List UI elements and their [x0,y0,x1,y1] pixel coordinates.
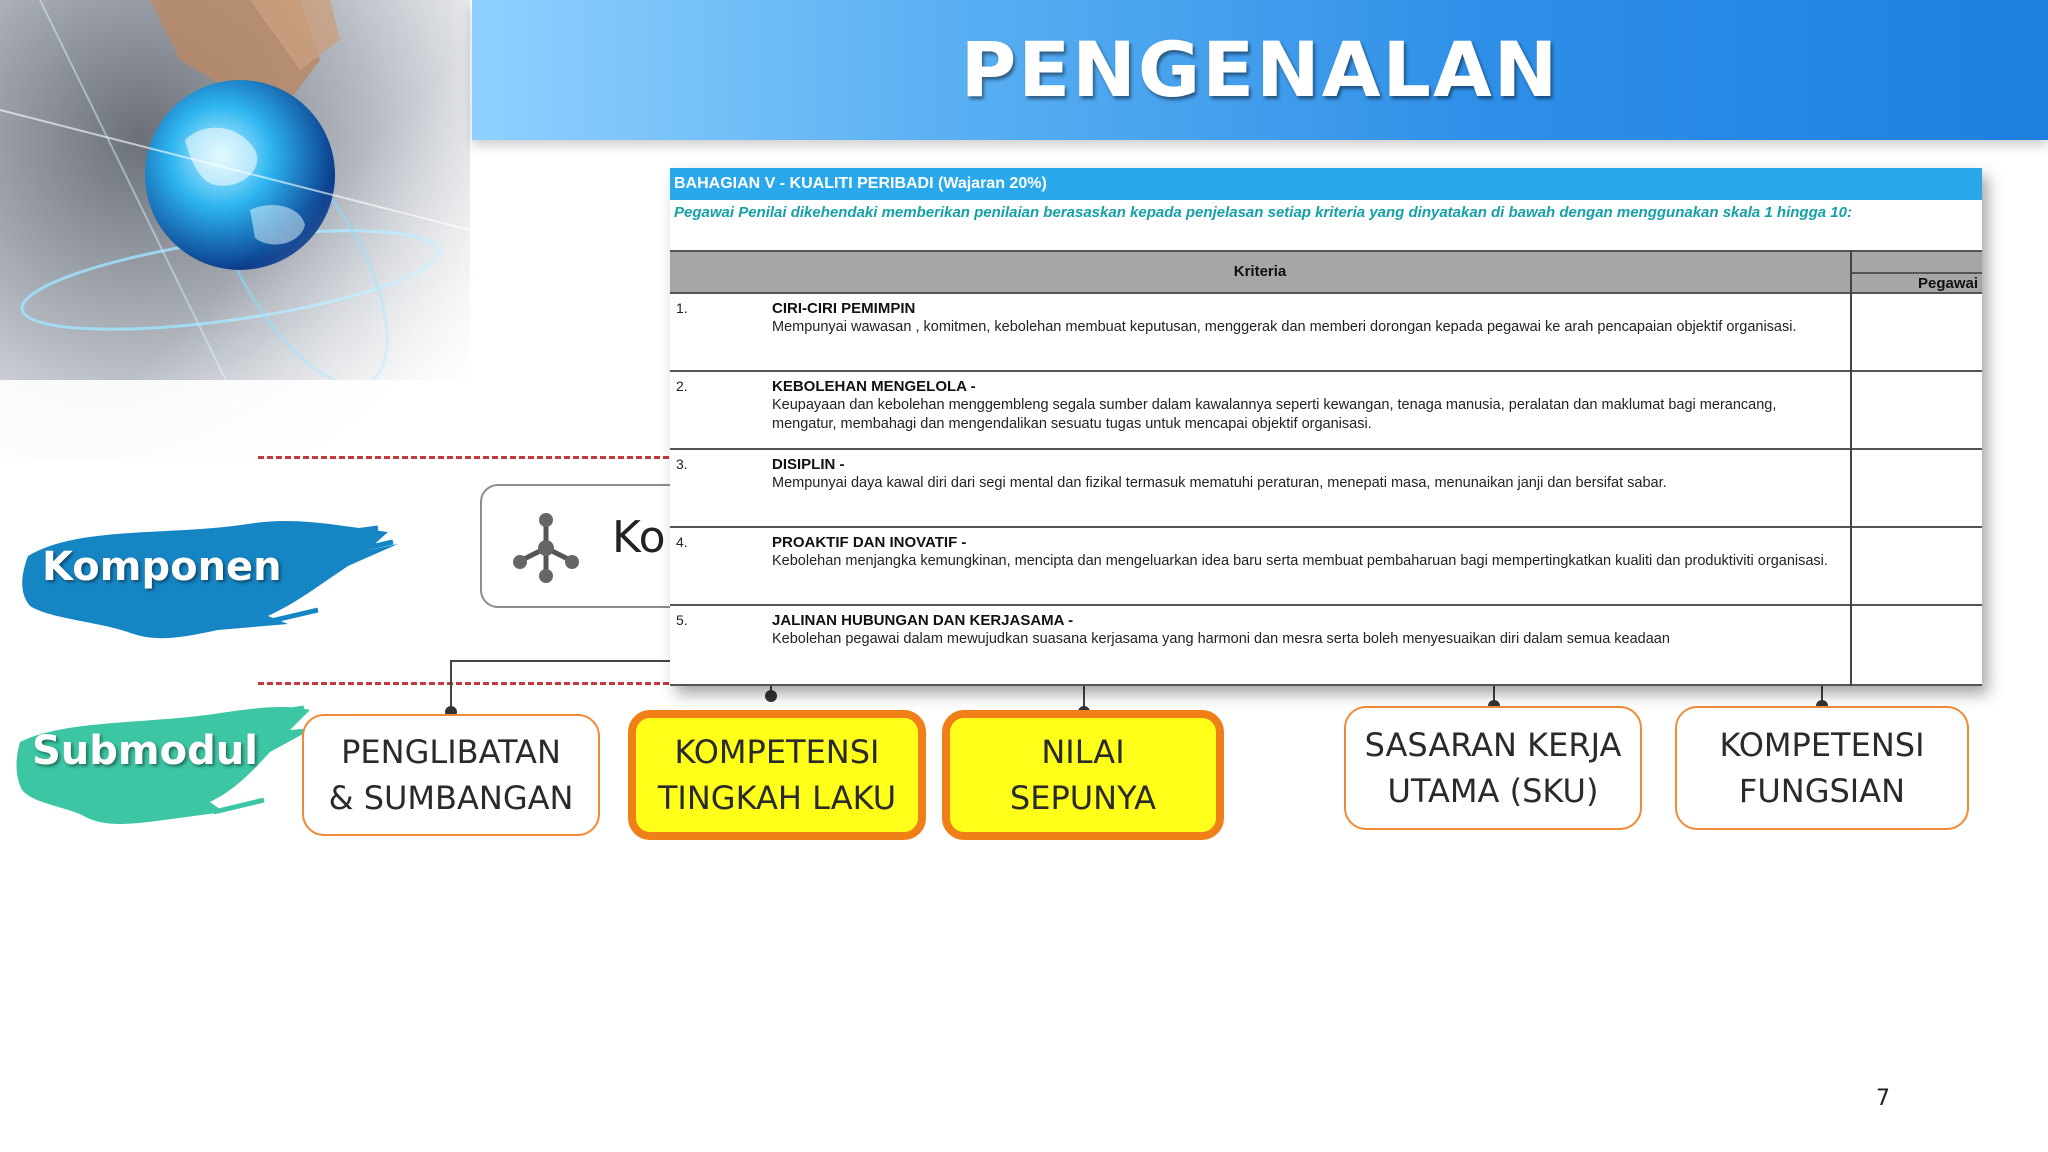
page-number: 7 [1876,1086,1890,1111]
komponen-box-text: Ko [612,512,666,563]
table-row [670,606,1982,686]
globe-hand-image [0,0,470,460]
instruction-text: Pegawai Penilai dikehendaki memberikan penilaian berasaskan kepada penjelasan setiap kriteria yang dinyatakan di bawah dengan menggunakan skala 1 hingga 10: [674,204,1852,221]
table-row [670,294,1982,372]
row-title: KEBOLEHAN MENGELOLA - [772,378,976,395]
table-row [670,372,1982,450]
row-number: 3. [676,456,688,472]
column-divider [1850,250,1852,686]
row-number: 1. [676,300,688,316]
table-row [670,450,1982,528]
row-description: Mempunyai wawasan , komitmen, kebolehan membuat keputusan, menggerak dan memberi dorongan kepada pegawai ke arah pencapaian objektif organisasi. [772,319,1797,335]
dashed-divider-bottom [258,682,678,685]
submodule-label: SASARAN KERJA UTAMA (SKU) [1364,726,1622,810]
column-header-kriteria: Kriteria [1233,263,1287,280]
submodule-label: KOMPETENSI FUNGSIAN [1719,726,1925,810]
submodule-sasaran-kerja-utama[interactable] [1344,706,1642,830]
row-description: Kebolehan menjangka kemungkinan, mencipta dan mengeluarkan idea baru serta membuat pembaharuan bagi mempertingkatkan kualiti dan produktiviti organisasi. [772,553,1828,569]
submodule-label: KOMPETENSI TINGKAH LAKU [657,733,897,817]
submodule-penglibatan-sumbangan[interactable] [302,714,600,836]
komponen-label: Komponen [42,544,282,590]
slide-title: PENGENALAN [960,25,1560,114]
connector-dot-2 [765,690,777,702]
row-description: Mempunyai daya kawal diri dari segi mental dan fizikal termasuk mematuhi peraturan, menepati masa, menunaikan janji dan bersifat sabar. [772,475,1667,491]
row-number: 4. [676,534,688,550]
row-title: DISIPLIN - [772,456,845,473]
table-row [670,528,1982,606]
column-header-pegawai: Pegawai [1917,275,1978,292]
dashed-divider-top [258,456,678,459]
submodule-label: NILAI SEPUNYA [1009,733,1157,817]
connector-1 [450,660,452,712]
submodule-nilai-sepunya[interactable] [942,710,1224,840]
row-description: Keupayaan dan kebolehan menggembleng segala sumber dalam kawalannya seperti kewangan, tenaga manusia, peralatan dan maklumat bagi merancang, mengatur, membahagi dan mengendalikan sesuatu tugas untuk mencapai objektif organisasi. [772,397,1777,432]
network-icon [508,510,584,586]
row-number: 2. [676,378,688,394]
submodule-label: PENGLIBATAN & SUMBANGAN [328,733,574,817]
assessment-form-table [670,168,1982,686]
section-title: BAHAGIAN V - KUALITI PERIBADI (Wajaran 20%) [670,168,1982,200]
submodule-kompetensi-fungsian[interactable] [1675,706,1969,830]
submodule-kompetensi-tingkah-laku[interactable] [628,710,926,840]
row-number: 5. [676,612,688,628]
submodul-label: Submodul [32,728,258,774]
row-title: CIRI-CIRI PEMIMPIN [772,300,916,317]
row-description: Kebolehan pegawai dalam mewujudkan suasana kerjasama yang harmoni dan mesra serta boleh menyesuaikan diri dalam semua keadaan [772,631,1670,647]
connector-horizontal [450,660,680,662]
row-title: JALINAN HUBUNGAN DAN KERJASAMA - [772,612,1074,629]
row-title: PROAKTIF DAN INOVATIF - [772,534,967,551]
